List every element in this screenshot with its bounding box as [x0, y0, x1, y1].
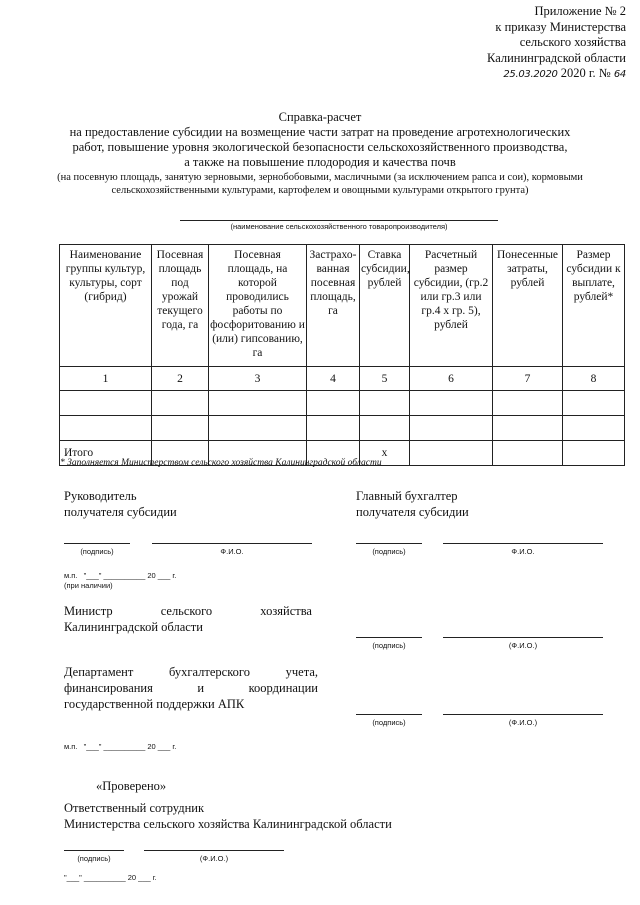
signature-caption: (подпись) [372, 547, 406, 556]
head-line-1: Руководитель [64, 489, 137, 503]
table-cell [360, 416, 410, 441]
heading-line-1: на предоставление субсидии на возмещение части затрат на проведение агротехнологических [69, 125, 571, 139]
responsible-date-line: "___" __________ 20 ___ г. [64, 873, 157, 882]
producer-caption: (наименование сельскохозяйственного товаропроизводителя) [230, 222, 448, 231]
head-signature-line [64, 543, 130, 544]
name-caption: (Ф.И.О.) [199, 854, 229, 863]
name-caption: (Ф.И.О.) [508, 641, 538, 650]
name-caption: Ф.И.О. [511, 547, 535, 556]
head-name-line [152, 543, 312, 544]
handwritten-number: 64 [613, 69, 626, 80]
col-number: 6 [410, 367, 493, 391]
responsible-line-1: Ответственный сотрудник [64, 801, 205, 815]
table-cell [152, 391, 209, 416]
minister-name-line [443, 637, 603, 638]
signature-caption: (подпись) [77, 854, 111, 863]
heading-sub-2: сельскохозяйственными культурами, картофелем и овощными культурами открытого грунта) [111, 185, 529, 196]
head-line-2: получателя субсидии [64, 505, 177, 519]
table-cell [209, 416, 307, 441]
accountant-line-2: получателя субсидии [356, 505, 469, 519]
table-cell [410, 391, 493, 416]
table-cell [563, 441, 625, 466]
heading-line-2: работ, повышение уровня экологической безопасности сельскохозяйственного производства, [72, 140, 568, 154]
minister-signature-line [356, 637, 422, 638]
col-number: 8 [563, 367, 625, 391]
col-header-calculated: Расчетный размер субсидии, (гр.2 или гр.3 или гр.4 x гр. 5), рублей [410, 245, 493, 367]
minister-line-2: Калининградской области [64, 620, 203, 634]
appendix-line-1: Приложение № 2 [534, 4, 626, 18]
table-cell [152, 416, 209, 441]
col-header-costs: Понесенные затраты, рублей [493, 245, 563, 367]
dept-name-line [443, 714, 603, 715]
signature-caption: (подпись) [372, 718, 406, 727]
responsible-name-line [144, 850, 284, 851]
name-caption: (Ф.И.О.) [508, 718, 538, 727]
appendix-date-line [436, 66, 626, 83]
table-cell [307, 416, 360, 441]
col-header-insured-area: Застрахо-ванная посевная площадь, га [307, 245, 360, 367]
table-cell [563, 416, 625, 441]
stamp-note: (при наличии) [64, 581, 113, 590]
dept-line-3: государственной поддержки АПК [64, 697, 245, 711]
stamp-date-line-2: м.п. "___" __________ 20 ___ г. [64, 742, 177, 751]
col-number: 7 [493, 367, 563, 391]
handwritten-date: 25.03.2020 [503, 69, 558, 80]
table-cell [60, 391, 152, 416]
minister-line-1: Министр сельского хозяйства [64, 604, 312, 618]
total-rate-mark: x [360, 441, 410, 466]
producer-name-line [180, 220, 498, 221]
col-number: 4 [307, 367, 360, 391]
responsible-line-2: Министерства сельского хозяйства Калининградской области [64, 817, 392, 831]
table-cell [307, 391, 360, 416]
col-header-payout: Размер субсидии к выплате, рублей* [563, 245, 625, 367]
table-cell [410, 441, 493, 466]
heading-line-3: а также на повышение плодородия и качества почв [184, 155, 456, 169]
responsible-signature-line [64, 850, 124, 851]
col-number: 2 [152, 367, 209, 391]
appendix-line-2: к приказу Министерства [495, 19, 626, 34]
table-cell [360, 391, 410, 416]
table-cell [493, 416, 563, 441]
signature-caption: (подпись) [372, 641, 406, 650]
head-title [64, 488, 177, 520]
table-header-row [60, 245, 625, 367]
calculation-table [59, 244, 625, 466]
col-header-rate: Ставка субсидии, рублей [360, 245, 410, 367]
signature-caption: (подпись) [80, 547, 114, 556]
total-label: Итого [60, 441, 152, 466]
col-number: 3 [209, 367, 307, 391]
document-title: Справка-расчет [278, 110, 362, 124]
appendix-line-3: сельского хозяйства [519, 35, 626, 49]
appendix-line-4: Калининградской области [487, 50, 626, 65]
name-caption: Ф.И.О. [220, 547, 244, 556]
accountant-line-1: Главный бухгалтер [356, 489, 458, 503]
col-header-culture: Наименование группы культур, культуры, сорт (гибрид) [60, 245, 152, 367]
accountant-signature-line [356, 543, 422, 544]
table-cell [60, 416, 152, 441]
dept-signature-line [356, 714, 422, 715]
accountant-title [356, 488, 469, 520]
table-cell [493, 391, 563, 416]
col-header-sown-area: Посевная площадь под урожай текущего года, га [152, 245, 209, 367]
table-cell [410, 416, 493, 441]
col-number: 1 [60, 367, 152, 391]
footnote: * Заполняется Министерством сельского хозяйства Калининградской области [60, 458, 382, 468]
stamp-date-line: м.п. "___" __________ 20 ___ г. [64, 571, 177, 580]
table-cell [563, 391, 625, 416]
checked-label: «Проверено» [96, 779, 167, 793]
heading-sub-1: (на посевную площадь, занятую зерновыми, зернобобовыми, масличными (за исключением рапса и сои), кормовыми [57, 172, 583, 183]
appendix-block [436, 4, 626, 83]
col-header-phosphorite-area: Посевная площадь, на которой проводились работы по фосфоритованию и (или) гипсованию, га [209, 245, 307, 367]
table-row [60, 391, 625, 416]
date-suffix: 2020 г. № [560, 66, 611, 80]
dept-line-1: Департамент бухгалтерского учета, [64, 665, 318, 679]
table-cell [493, 441, 563, 466]
dept-line-2: финансирования и координации [64, 681, 318, 695]
table-row [60, 416, 625, 441]
accountant-name-line [443, 543, 603, 544]
table-cell [209, 391, 307, 416]
table-number-row [60, 367, 625, 391]
col-number: 5 [360, 367, 410, 391]
